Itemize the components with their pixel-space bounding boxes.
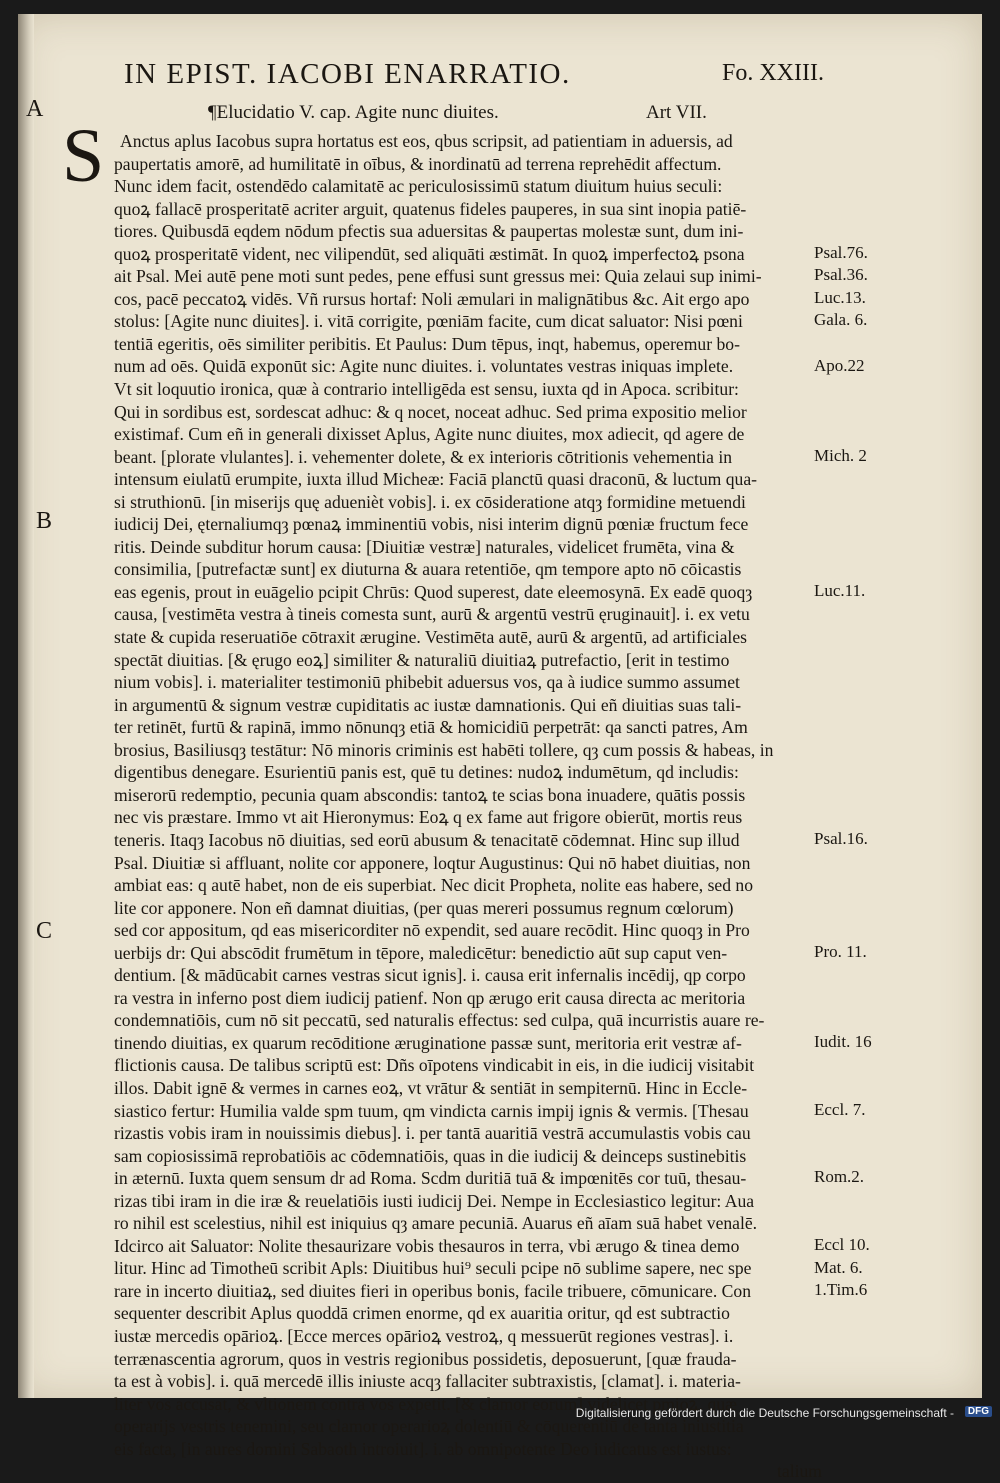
- text-line: sequenter describit Aplus quoddā crimen enorme, qd ex auaritia oritur, qd est subtractio: [114, 1303, 730, 1324]
- text-line: teneris. Itaqȝ Iacobus nō diuitias, sed eorū abusum & tenacitatē cōdemnat. Hinc sup illud: [114, 829, 740, 850]
- text-line: rizastis vobis iram in nouissimis diebus]. i. per tantā auaritiā vestrā accumulastis vobis cau: [114, 1123, 751, 1144]
- text-line: quoꝝ prosperitatē vident, nec vilipendūt, sed aliquāti æstimāt. In quoꝝ imperfectoꝝ psona: [114, 243, 745, 264]
- marginal-reference: Apo.22: [814, 355, 865, 375]
- text-line: Idcirco ait Saluator: Nolite thesaurizare vobis thesauros in terra, vbi ærugo & tinea demo: [114, 1235, 740, 1256]
- text-line: si struthionū. [in miserijs quę aduenièt vobis]. i. ex cōsideratione atqȝ formidine metuendi: [114, 491, 746, 512]
- text-line: terrænascentia agrorum, quos in vestris regionibus possidetis, deposuerunt, [quæ frauda-: [114, 1348, 737, 1369]
- text-line: existimaf. Cum eñ in generali dixisset Aplus, Agite nunc diuites, mox adiecit, qd agere de: [114, 424, 745, 445]
- marginal-reference: Luc.11.: [814, 581, 866, 600]
- text-line: uerbijs dr: Qui abscōdit frumētum in tēpore, maledicētur: benedictio aūt sup caput ven-: [114, 942, 728, 963]
- text-line: paupertatis amorē, ad humilitatē in oībus, & inordinatū ad terrena reprehēdit affectum.: [114, 153, 722, 174]
- text-line: in argumentū & signum vestræ cupiditatis ac iustæ damnationis. Qui eñ diuitias suas tali-: [114, 694, 742, 715]
- text-line: eas egenis, prout in euāgelio pcipit Chrūs: Quod superest, date eleemosynā. Ex eadē quoqȝ: [114, 581, 753, 602]
- text-line: talium: [777, 1461, 822, 1482]
- text-line: brosius, Basiliusqȝ testātur: Nō minoris criminis est habēti tollere, qȝ cum possis & habeas, in: [114, 739, 774, 760]
- marginal-reference: Psal.76.: [814, 242, 868, 262]
- text-line: rare in incerto diuitiaꝝ, sed diuites fieri in operibus bonis, facile tribuere, cōmunicare. Con: [114, 1280, 751, 1301]
- text-line: ter retinēt, furtū & rapinā, immo nōnunqȝ etiā & homicidiū perpetrāt: qa sancti patres, Am: [114, 717, 748, 738]
- text-line: ro nihil est scelestius, nihil est iniquius qȝ amare pecuniā. Auarus eñ aīam suā habet venalē.: [114, 1213, 758, 1234]
- folio-number: Fo. XXIII.: [722, 60, 824, 86]
- marginal-reference: Mich. 2: [814, 445, 867, 465]
- marginal-reference: Eccl 10.: [814, 1234, 870, 1254]
- text-line: litur. Hinc ad Timotheū scribit Apls: Diuitibus hui⁹ seculi pcipe nō sublime sapere, nec spe: [114, 1258, 752, 1279]
- text-line: tinendo diuitias, ex quarum recōditione æruginatione passæ sunt, meritoria erit vestræ af-: [114, 1032, 742, 1053]
- text-line: Vt sit loquutio ironica, quæ à contrario intelligēda est sensu, iuxta qd in Apoca. scribitur:: [114, 379, 739, 400]
- text-line: nec vis præstare. Immo vt ait Hieronymus: Eoꝝ q ex fame aut frigore obierūt, mortis reus: [114, 807, 743, 828]
- text-line: nium vobis]. i. materialiter testimoniū phibebit aduersus vos, qa à iudice summo assumet: [114, 672, 740, 693]
- text-line: Nunc idem facit, ostendēdo calamitatē ac periculosissimū statum diuitum huius seculi:: [114, 176, 723, 197]
- text-line: tiores. Quibusdā eqdem nōdum pfectis sua aduersitas & paupertas molestæ sunt, dum ini-: [114, 221, 744, 242]
- text-line: ritis. Deinde subditur horum causa: [Diuitiæ vestræ] naturales, videlicet frumēta, vina &: [114, 536, 735, 557]
- text-line: rizas tibi iram in die iræ & reuelatiōis iusti iudicij Dei. Nempe in Ecclesiastico legitur: Aua: [114, 1190, 755, 1211]
- text-line: digentibus denegare. Esurientiū panis est, quē tu detines: nudoꝝ indumētum, qd includis:: [114, 762, 739, 783]
- marginal-reference: Psal.16.: [814, 829, 868, 849]
- text-line: Anctus aplus Iacobus supra hortatus est eos, qbus scripsit, ad patientiam in aduersis, ad: [120, 131, 733, 151]
- text-line: beant. [plorate vlulantes]. i. vehementer dolete, & ex interioris cōtritionis vehementia in: [114, 446, 733, 467]
- text-line: operarijs vestris tenemini, seu clamor operarioꝝ dolentiū & cōquerentiū de tanta iniustitia: [114, 1416, 744, 1437]
- text-line: ra vestra in inferno post diem iudicij patienf. Non qp ærugo erit causa directa ac meritoria: [114, 987, 746, 1008]
- text-line: eis facta, [in aures domini Sabaoth introiuit]. i. ab omnipotente Deo iudicatus est iustus:: [114, 1438, 732, 1459]
- running-title: IN EPIST. IACOBI ENARRATIO.: [124, 58, 571, 90]
- text-line: sam copiosissimā reprobatiōis ac cōdemnatiōis, quas in die iudicij & deinceps sustinebitis: [114, 1145, 747, 1166]
- text-line: miserorū redemptio, pecunia quam abscondis: tantoꝝ te scias bona inuadere, quātis possis: [114, 784, 746, 805]
- marginal-reference: Rom.2.: [814, 1167, 865, 1187]
- text-line: cos, pacē peccatoꝝ vidēs. Vñ rursus hortaf: Noli æmulari in malignātibus &c. Ait ergo apo: [114, 288, 750, 309]
- book-spine-shadow: [18, 14, 34, 1398]
- marginal-reference: Gala. 6.: [814, 310, 868, 330]
- text-line: condemnatiōis, cum nō sit peccatū, sed naturalis effectus: sed culpa, quā incurristis auare re-: [114, 1010, 765, 1031]
- marginal-reference: Iudit. 16: [814, 1032, 872, 1051]
- text-line: quoꝝ fallacē prosperitatē acriter arguit, quatenus fideles pauperes, in sua sint inopia patiē-: [114, 198, 747, 219]
- marginal-reference: Pro. 11.: [814, 941, 867, 961]
- section-marker-c: C: [36, 918, 53, 944]
- section-marker-b: B: [36, 508, 53, 534]
- text-line: flictionis causa. De talibus scriptū est: Dñs oīpotens vindicabit in eis, in die iudicij visitabit: [114, 1055, 755, 1076]
- text-line: causa, [vestimēta vestra à tineis comesta sunt, aurū & argentū vestrū ęruginauit]. i. ex vetu: [114, 604, 750, 625]
- text-line: sed cor appositum, qd eas misericorditer nō expendit, sed auare recōdit. Hinc quoqȝ in Pro: [114, 920, 750, 941]
- text-line: siastico fertur: Humilia valde spm tuum, qm vindicta carnis impij ignis & vermis. [Thesau: [114, 1100, 749, 1121]
- drop-cap: S: [62, 114, 105, 198]
- marginal-reference: Eccl. 7.: [814, 1099, 866, 1119]
- text-line: ait Psal. Mei autē pene moti sunt pedes, pene effusi sunt gressus mei: Quia zelaui sup inimi-: [114, 266, 762, 287]
- text-line: state & cupida reseruatiōe cōtraxit ærugine. Vestimēta autē, aurū & argentū, ad artificiales: [114, 627, 747, 648]
- footer-text: Digitalisierung gefördert durch die Deutsche Forschungsgemeinschaft -: [575, 1406, 954, 1420]
- marginal-reference: 1.Tim.6: [814, 1280, 868, 1300]
- text-line: iudicij Dei, ęternaliumqȝ pœnaꝝ imminentiū vobis, nisi interim dignū pœniæ fructum fece: [114, 514, 749, 535]
- article-label: Art VII.: [646, 102, 707, 123]
- text-line: num ad oēs. Quidā exponūt sic: Agite nunc diuites. i. voluntates vestras iniquas implete.: [114, 356, 734, 377]
- text-line: ambiat eas: q autē habet, non de eis superbiat. Nec dicit Propheta, nolite eas habere, sed no: [114, 875, 754, 896]
- text-line: tentiā egeritis, oēs similiter peribitis. Et Paulus: Dum tēpus, inqt, habemus, operemur bo-: [114, 333, 740, 354]
- text-line: lite cor apponere. Non eñ damnat diuitias, (per quas mereri possumus regnum cœlorum): [114, 897, 734, 918]
- text-line: stolus: [Agite nunc diuites]. i. vitā corrigite, pœniām facite, cum dicat saluator: Nisi pœni: [114, 311, 743, 332]
- subheading-text: ¶Elucidatio V. cap. Agite nunc diuites.: [208, 102, 499, 123]
- text-line: dentium. [& mādūcabit carnes vestras sicut ignis]. i. causa erit infernalis incēdij, qp corpo: [114, 965, 746, 986]
- commentary-text: [114, 130, 830, 1483]
- marginal-reference: Luc.13.: [814, 287, 866, 307]
- text-line: spectāt diuitias. [& ęrugo eoꝝ] similiter & naturaliū diuitiaꝝ putrefactio, [erit in testimo: [114, 649, 730, 670]
- dfg-logo: DFG: [965, 1406, 992, 1417]
- digitization-footer: [0, 1404, 1000, 1424]
- text-line: ta est à vobis]. i. quā mercedē illis iniuste acqȝ fallaciter subtraxistis, [clamat]. i. materia-: [114, 1371, 741, 1392]
- marginal-reference: Mat. 6.: [814, 1257, 863, 1277]
- subheading: [208, 102, 808, 124]
- text-line: in æternū. Iuxta quem sensum dr ad Roma. Scdm duritiā tuā & impœnitēs cor tuū, thesau-: [114, 1168, 747, 1189]
- marginal-reference: Psal.36.: [814, 265, 868, 285]
- text-line: Qui in sordibus est, sordescat adhuc: & q nocet, noceat adhuc. Sed prima expositio melior: [114, 401, 747, 422]
- text-line: iustæ mercedis opārioꝝ. [Ecce merces opārioꝝ vestroꝝ, q messuerūt regiones vestras]. i.: [114, 1325, 734, 1346]
- text-line: Psal. Diuitiæ si affluant, nolite cor apponere, loqtur Augustinus: Qui nō habet diuitias, non: [114, 852, 751, 873]
- text-line: illos. Dabit ignē & vermes in carnes eoꝝ, vt vrātur & sentiāt in sempiternū. Hinc in Eccle-: [114, 1077, 748, 1098]
- section-marker-a: A: [26, 96, 44, 122]
- text-line: consimilia, [putrefactæ sunt] ex diuturna & auara retentiōe, qm tempore apto nō cōicastis: [114, 559, 742, 580]
- running-header: [18, 58, 982, 98]
- text-line: intensum eiulatū erumpite, iuxta illud Micheæ: Faciā planctū quasi draconū, & luctum qua-: [114, 469, 757, 490]
- text-line: liter vos accusat, & vltionem contra vos expetit. [& clamor eorum] videlicet pmioꝝ, quæ: [114, 1393, 737, 1414]
